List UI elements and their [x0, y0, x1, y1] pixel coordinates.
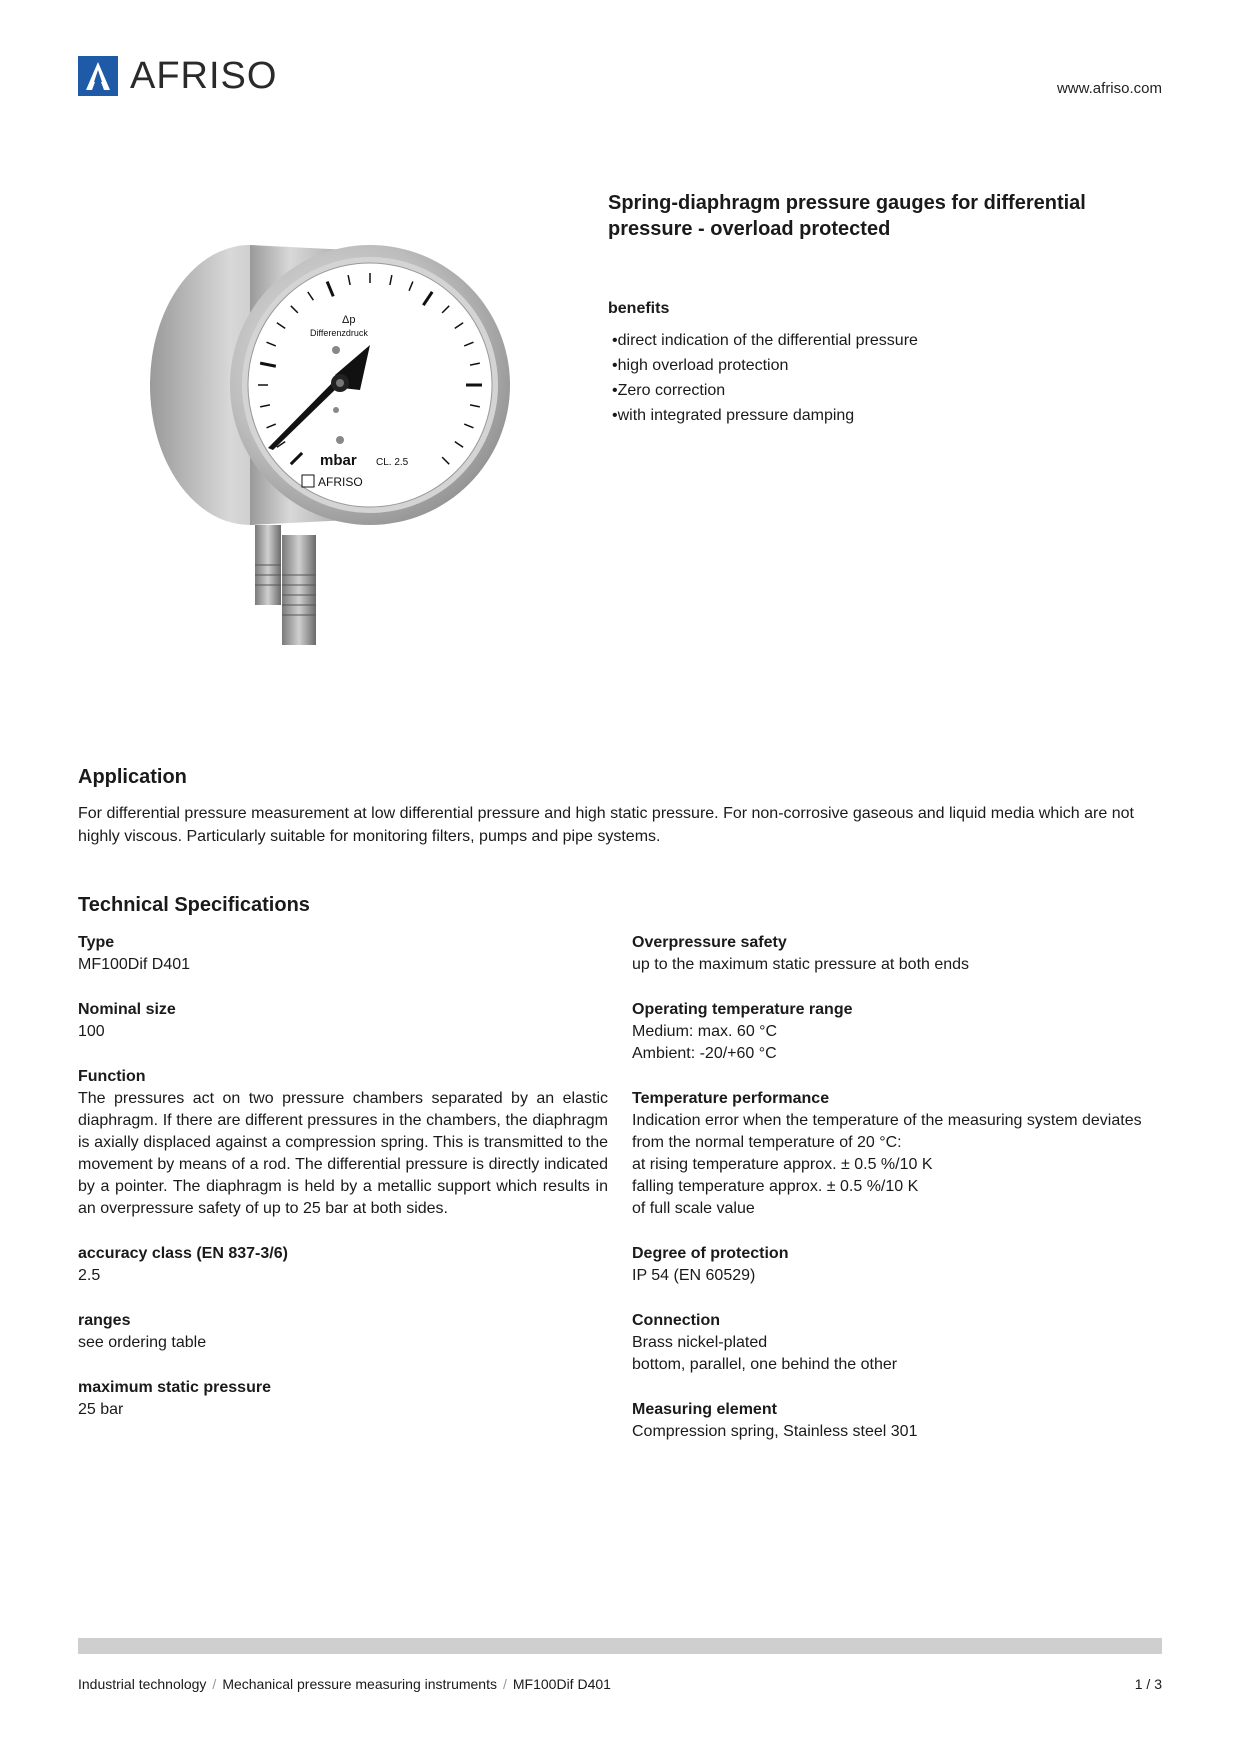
application-text: For differential pressure measurement at low differential pressure and high static pressure. For non-corrosive gaseous and liquid media which are not highly viscous. Particularly suitable for monitoring filters, pumps and pipe systems.: [78, 805, 1134, 845]
breadcrumb-item[interactable]: Mechanical pressure measuring instruments: [222, 1676, 497, 1692]
spec-value: up to the maximum static pressure at both ends: [632, 956, 970, 973]
spec-label: Type: [78, 934, 115, 951]
spec-value: 25 bar: [78, 1401, 124, 1418]
spec-column-left: [78, 932, 608, 1444]
benefits-heading: benefits: [608, 300, 670, 317]
product-title: Spring-diaphragm pressure gauges for differential pressure - overload protected: [608, 192, 1086, 240]
breadcrumb-separator: /: [503, 1676, 507, 1692]
dial-brand: AFRISO: [318, 475, 363, 489]
spec-connection: [632, 1310, 1172, 1376]
spec-label: Connection: [632, 1312, 720, 1329]
dial-class: CL. 2.5: [376, 457, 409, 468]
brand-name: AFRISO: [130, 55, 278, 97]
spec-value: IP 54 (EN 60529): [632, 1267, 756, 1284]
product-image: [130, 225, 550, 665]
breadcrumb: [78, 1676, 611, 1692]
brand-logo[interactable]: [78, 56, 277, 96]
benefits-list: [612, 328, 918, 428]
application-heading: Application: [78, 766, 187, 788]
spec-label: Function: [78, 1068, 146, 1085]
spec-label: Overpressure safety: [632, 934, 787, 951]
spec-value: Compression spring, Stainless steel 301: [632, 1423, 918, 1440]
spec-label: Operating temperature range: [632, 1001, 853, 1018]
spec-measuring-element: [632, 1399, 1172, 1443]
footer-bar: [78, 1638, 1162, 1654]
spec-ranges: [78, 1310, 608, 1354]
spec-temperature-performance: [632, 1088, 1172, 1220]
page-number: 1 / 3: [1134, 1676, 1162, 1692]
benefit-item: • direct indication of the differential pressure: [612, 328, 918, 353]
spec-label: accuracy class (EN 837-3/6): [78, 1245, 288, 1262]
dial-label: Differenzdruck: [310, 328, 368, 338]
spec-value: MF100Dif D401: [78, 956, 191, 973]
spec-label: Degree of protection: [632, 1245, 789, 1262]
spec-type: [78, 932, 608, 976]
spec-overpressure-safety: [632, 932, 1172, 976]
spec-value: Indication error when the temperature of the measuring system deviates from the normal temperature of 20 °C: at rising temperature approx. ± 0.5 %/10 K falling temperature approx. ± 0.5 %/10 K of full scale value: [632, 1112, 1142, 1217]
spec-value: Brass nickel-plated bottom, parallel, one behind the other: [632, 1334, 898, 1373]
spec-column-right: [632, 932, 1172, 1466]
dial-symbol: Δp: [342, 314, 356, 326]
spec-label: maximum static pressure: [78, 1379, 271, 1396]
spec-label: ranges: [78, 1312, 131, 1329]
spec-value: The pressures act on two pressure chambers separated by an elastic diaphragm. If there are different pressures in the chambers, the diaphragm is axially displaced against a compression spring. This is transmitted to the movement by means of a rod. The differential pressure is directly indicated by a pointer. The diaphragm is held by a metallic support which results in an overpressure safety of up to 25 bar at both sides.: [78, 1090, 608, 1217]
benefit-item: • with integrated pressure damping: [612, 403, 918, 428]
breadcrumb-item[interactable]: Industrial technology: [78, 1676, 207, 1692]
tech-spec-heading: Technical Specifications: [78, 894, 310, 916]
spec-value: 2.5: [78, 1267, 101, 1284]
spec-degree-of-protection: [632, 1243, 1172, 1287]
spec-accuracy-class: [78, 1243, 608, 1287]
spec-value: 100: [78, 1023, 105, 1040]
spec-value: see ordering table: [78, 1334, 207, 1351]
spec-label: Nominal size: [78, 1001, 176, 1018]
dial-unit: mbar: [320, 452, 357, 469]
breadcrumb-current: MF100Dif D401: [512, 1676, 611, 1692]
spec-function: [78, 1066, 608, 1220]
spec-max-static-pressure: [78, 1377, 608, 1421]
spec-value: Medium: max. 60 °C Ambient: -20/+60 °C: [632, 1023, 778, 1062]
spec-label: Temperature performance: [632, 1090, 830, 1107]
benefit-item: • Zero correction: [612, 378, 918, 403]
spec-label: Measuring element: [632, 1401, 777, 1418]
spec-operating-temperature: [632, 999, 1172, 1065]
spec-nominal-size: [78, 999, 608, 1043]
website-link[interactable]: www.afriso.com: [1056, 80, 1162, 97]
afriso-logo-icon: [78, 56, 118, 96]
breadcrumb-separator: /: [212, 1676, 217, 1692]
benefit-item: • high overload protection: [612, 353, 918, 378]
